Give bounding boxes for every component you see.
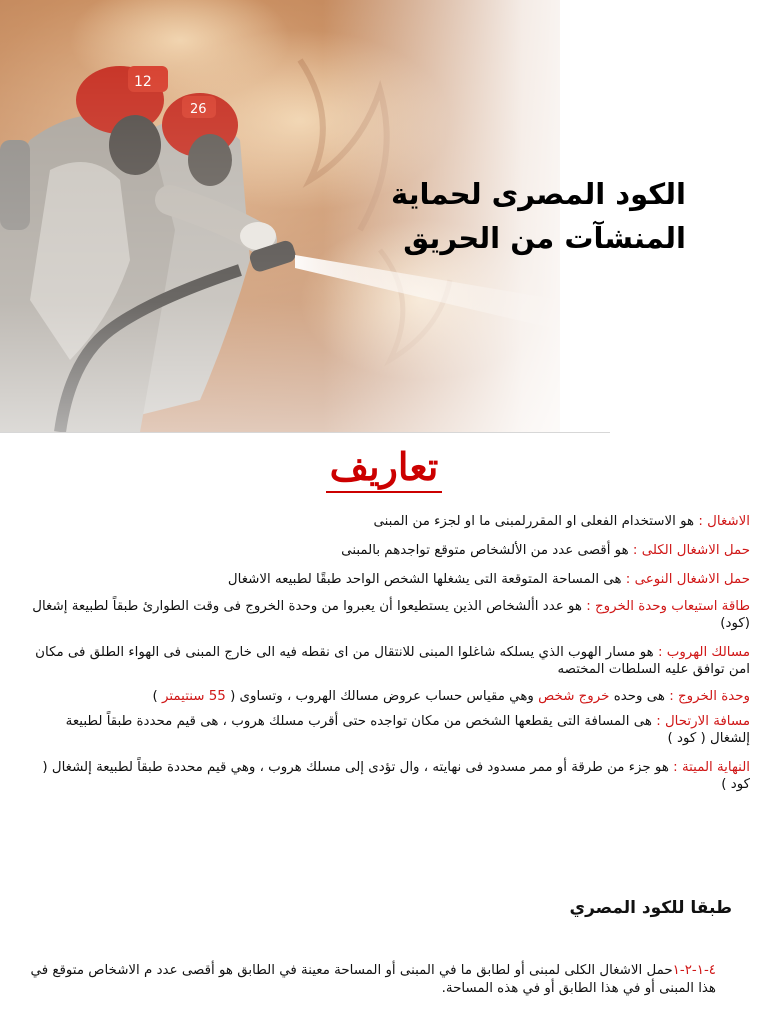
definition-highlight: خروج شخص xyxy=(538,689,610,704)
definition-term: حمل الاشغال الكلى : xyxy=(632,543,750,558)
definition-text: هى وحده xyxy=(609,689,670,704)
slide-divider xyxy=(0,432,610,433)
definition-text: هى المسافة التى يقطعها الشخص من مكان تواجده حتى أقرب مسلك هروب ، هى قيم محددة طبقاً لطبيعة إلشغال ( كود ) xyxy=(65,714,750,746)
definition-item xyxy=(30,759,750,793)
definition-term: مسافة الارتحال : xyxy=(656,714,750,729)
cover-slide xyxy=(0,0,768,432)
definition-term: حمل الاشغال النوعى : xyxy=(625,572,750,587)
cover-title xyxy=(326,172,686,260)
definition-item xyxy=(30,713,750,747)
definition-text: ) xyxy=(152,689,162,704)
clause-number: ٤-١-٢-١ xyxy=(672,963,716,978)
definition-term: مسالك الهروب : xyxy=(657,645,750,660)
definition-text: هى المساحة المتوقعة التى يشغلها الشخص الواحد طبقًا لطبيعه الاشغال xyxy=(227,572,626,587)
definitions-heading xyxy=(0,444,768,489)
definition-text: هو مسار الهوب الذي يسلكه شاغلوا المبنى للانتقال من اى نقطه فيه الى خارج المبنى فى الهواء الطلق فى مكان امن توافق عليه السلطات المختصه xyxy=(35,645,750,677)
definition-item xyxy=(30,598,750,632)
cover-title-line-1: الكود المصرى لحماية xyxy=(390,177,686,211)
definition-text: هو عدد األشخاص الذين يستطيعوا أن يعبروا من وحدة الخروج فى وقت الطوارئ طبقاً لطبيعة إشغال (كود) xyxy=(32,599,750,631)
definition-item xyxy=(30,688,750,705)
definition-term: وحدة الخروج : xyxy=(669,689,750,704)
definitions-heading-text: تعاريف xyxy=(326,444,443,493)
definition-term: طاقة استيعاب وحدة الخروج : xyxy=(586,599,750,614)
definition-term: الاشغال : xyxy=(698,514,750,529)
definition-item xyxy=(30,542,750,559)
definition-item xyxy=(30,571,750,588)
definition-item xyxy=(30,513,750,530)
definition-term: النهاية الميتة : xyxy=(673,760,750,775)
definitions-list xyxy=(30,513,750,793)
code-clause xyxy=(30,962,716,998)
definition-text: وهي مقياس حساب عروض مسالك الهروب ، وتساوى ( xyxy=(225,689,539,704)
clause-text: حمل الاشغال الكلى لمبنى أو لطابق ما في المبنى أو المساحة معينة في الطابق هو أقصى عدد م الاشخاص متوقع في هذا المبنى أو في هذا الطابق أو في هذه المساحة. xyxy=(30,963,716,996)
code-section-heading: طبقا للكود المصري xyxy=(569,898,732,918)
definition-highlight: 55 سنتيمتر xyxy=(161,689,226,704)
definition-item xyxy=(30,644,750,678)
definition-text: هو الاستخدام الفعلى او المقررلمبنى ما او لجزء من المبنى xyxy=(373,514,699,529)
cover-title-line-2: المنشآت من الحريق xyxy=(403,221,686,255)
definition-text: هو جزء من طرقة أو ممر مسدود فى نهايته ، وال تؤدى إلى مسلك هروب ، وهي قيم محددة طبقاً لطبيعة إلشغال ( كود ) xyxy=(42,760,750,792)
definition-text: هو أقصى عدد من الألشخاص متوقع تواجدهم بالمبنى xyxy=(341,543,633,558)
